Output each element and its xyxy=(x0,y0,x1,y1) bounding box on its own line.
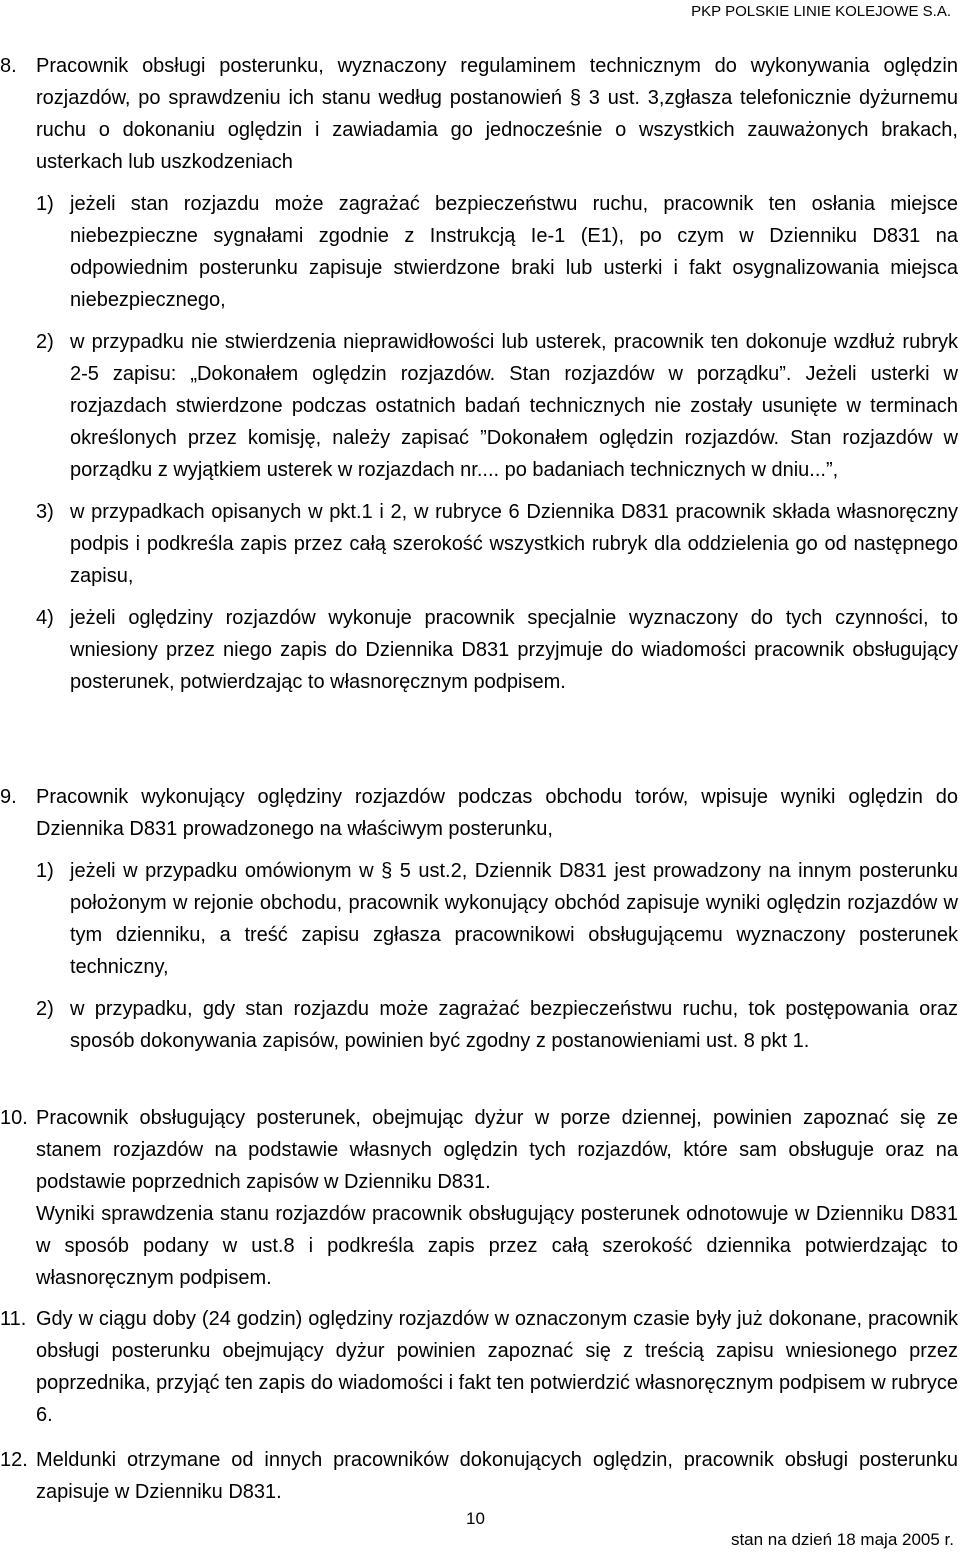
page-number: 10 xyxy=(466,1509,485,1528)
list-item xyxy=(36,993,958,1057)
section-text: Gdy w ciągu doby (24 godzin) oględziny rozjazdów w oznaczonym czasie były już dokonane, pracownik obsługi posterunku obejmujący dyżur powinien zapoznać się z treścią zapisu wniesionego przez poprzednika, przyjąć ten zapis do wiadomości i fakt ten potwierdzić własnoręcznym podpisem w rubryce 6. xyxy=(36,1308,958,1426)
section-text: Meldunki otrzymane od innych pracowników dokonujących oględzin, pracownik obsługi posterunku zapisuje w Dzienniku D831. xyxy=(36,1449,958,1503)
section-11 xyxy=(0,1303,958,1431)
section-8 xyxy=(0,50,958,698)
list-item xyxy=(36,602,958,698)
page-header: PKP POLSKIE LINIE KOLEJOWE S.A. xyxy=(691,3,951,20)
item-text: jeżeli stan rozjazdu może zagrażać bezpieczeństwu ruchu, pracownik ten osłania miejsce niebezpieczne sygnałami zgodnie z Instrukcją Ie-1 (E1), po czym w Dzienniku D831 na odpowiednim posterunku zapisuje stwierdzone braki lub usterki i fakt osygnalizowania miejsca niebezpiecznego, xyxy=(70,193,958,311)
item-number: 2) xyxy=(36,331,54,353)
item-text: w przypadkach opisanych w pkt.1 i 2, w rubryce 6 Dziennika D831 pracownik składa własnoręczny podpis i podkreśla zapis przez całą szerokość wszystkich rubryk dla oddzielenia go od następnego zapisu, xyxy=(70,501,958,587)
item-text: w przypadku nie stwierdzenia nieprawidłowości lub usterek, pracownik ten dokonuje wzdłuż rubryk 2-5 zapisu: „Dokonałem oględzin rozjazdów. Stan rozjazdów w porządku”. Jeżeli usterki w rozjazdach stwierdzone podczas ostatnich badań technicznych nie zostały usunięte w terminach określonych przez komisję, należy zapisać ”Dokonałem oględzin rozjazdów. Stan rozjazdów w porządku z wyjątkiem usterek w rozjazdach nr.... po badaniach technicznych w dniu...”, xyxy=(70,331,958,481)
item-number: 4) xyxy=(36,607,54,629)
list-item xyxy=(36,188,958,316)
section-text-continued: Wyniki sprawdzenia stanu rozjazdów pracownik obsługujący posterunek odnotowuje w Dzienniku D831 w sposób podany w ust.8 i podkreśla zapis przez całą szerokość dziennika potwierdzając to własnoręcznym podpisem. xyxy=(36,1203,958,1289)
section-9 xyxy=(0,781,958,1057)
section-10 xyxy=(0,1102,958,1294)
item-number: 2) xyxy=(36,998,54,1020)
section-12 xyxy=(0,1444,958,1508)
section-number: 12. xyxy=(0,1449,28,1471)
revision-date: stan na dzień 18 maja 2005 r. xyxy=(730,1530,954,1549)
section-text: Pracownik wykonujący oględziny rozjazdów podczas obchodu torów, wpisuje wyniki oględzin do Dziennika D831 prowadzonego na właściwym posterunku, xyxy=(36,786,958,840)
section-number: 11. xyxy=(0,1308,27,1330)
section-text: Pracownik obsługujący posterunek, obejmując dyżur w porze dziennej, powinien zapoznać się ze stanem rozjazdów na podstawie własnych oględzin tych rozjazdów, które sam obsługuje oraz na podstawie poprzednich zapisów w Dzienniku D831. xyxy=(36,1107,958,1193)
section-number: 8. xyxy=(0,55,17,77)
list-item xyxy=(36,855,958,983)
section-text: Pracownik obsługi posterunku, wyznaczony regulaminem technicznym do wykonywania oględzin rozjazdów, po sprawdzeniu ich stanu według postanowień § 3 ust. 3,zgłasza telefonicznie dyżurnemu ruchu o dokonaniu oględzin i zawiadamia go jednocześnie o wszystkich zauważonych brakach, usterkach lub uszkodzeniach xyxy=(36,55,958,173)
item-number: 1) xyxy=(36,193,54,215)
list-item xyxy=(36,496,958,592)
item-number: 1) xyxy=(36,860,54,882)
section-number: 10. xyxy=(0,1107,28,1129)
item-text: w przypadku, gdy stan rozjazdu może zagrażać bezpieczeństwu ruchu, tok postępowania oraz sposób dokonywania zapisów, powinien być zgodny z postanowieniami ust. 8 pkt 1. xyxy=(70,998,958,1052)
item-text: jeżeli oględziny rozjazdów wykonuje pracownik specjalnie wyznaczony do tych czynności, to wniesiony przez niego zapis do Dziennika D831 przyjmuje do wiadomości pracownik obsługujący posterunek, potwierdzając to własnoręcznym podpisem. xyxy=(70,607,958,693)
section-number: 9. xyxy=(0,786,17,808)
item-text: jeżeli w przypadku omówionym w § 5 ust.2, Dziennik D831 jest prowadzony na innym posterunku położonym w rejonie obchodu, pracownik wykonujący obchód zapisuje wyniki oględzin rozjazdów w tym dzienniku, a treść zapisu zgłasza pracownikowi obsługującemu wyznaczony posterunek techniczny, xyxy=(70,860,958,978)
item-number: 3) xyxy=(36,501,54,523)
list-item xyxy=(36,326,958,486)
